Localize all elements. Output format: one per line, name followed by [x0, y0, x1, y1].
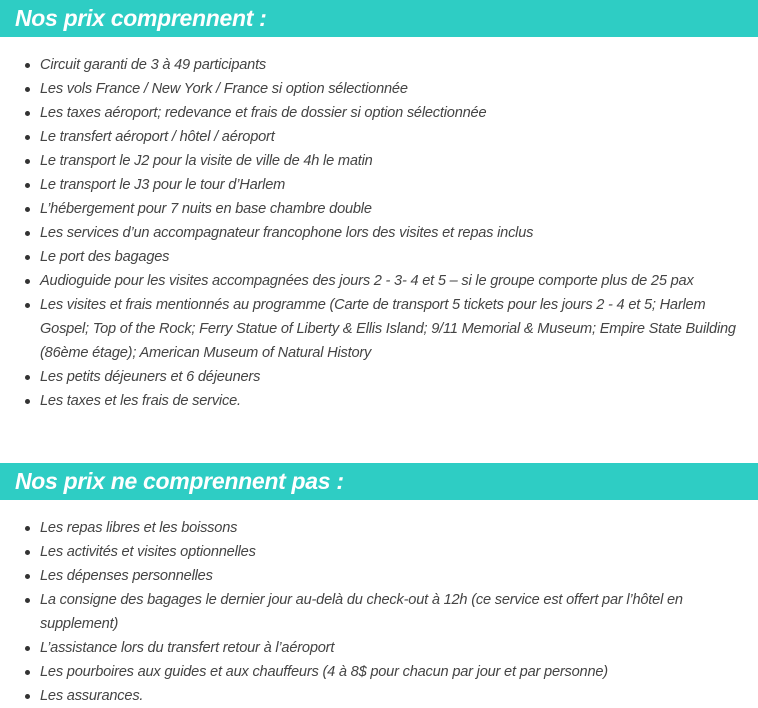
list-item: Le port des bagages — [0, 245, 758, 269]
list-item: Le transport le J2 pour la visite de ville de 4h le matin — [0, 149, 758, 173]
list-item: Les taxes et les frais de service. — [0, 389, 758, 413]
list-item: Les pourboires aux guides et aux chauffeurs (4 à 8$ pour chacun par jour et par personne) — [0, 660, 758, 684]
list-item: Les vols France / New York / France si option sélectionnée — [0, 77, 758, 101]
bullet-icon — [25, 63, 30, 68]
bullet-icon — [25, 255, 30, 260]
list-item: Le transfert aéroport / hôtel / aéroport — [0, 125, 758, 149]
list-item: Les taxes aéroport; redevance et frais de dossier si option sélectionnée — [0, 101, 758, 125]
list-item: Le transport le J3 pour le tour d’Harlem — [0, 173, 758, 197]
bullet-icon — [25, 550, 30, 555]
list-item: L’hébergement pour 7 nuits en base chambre double — [0, 197, 758, 221]
bullet-icon — [25, 399, 30, 404]
bullet-icon — [25, 279, 30, 284]
bullet-icon — [25, 670, 30, 675]
bullet-icon — [25, 646, 30, 651]
included-list — [0, 53, 758, 413]
included-section-header — [0, 0, 758, 37]
bullet-icon — [25, 231, 30, 236]
list-item: Audioguide pour les visites accompagnées des jours 2 - 3- 4 et 5 – si le groupe comporte plus de 25 pax — [0, 269, 758, 293]
bullet-icon — [25, 159, 30, 164]
included-section-title: Nos prix comprennent : — [15, 5, 267, 31]
list-item: Les petits déjeuners et 6 déjeuners — [0, 365, 758, 389]
bullet-icon — [25, 526, 30, 531]
excluded-section-title: Nos prix ne comprennent pas : — [15, 468, 344, 494]
bullet-icon — [25, 111, 30, 116]
list-item: Circuit garanti de 3 à 49 participants — [0, 53, 758, 77]
bullet-icon — [25, 87, 30, 92]
list-item: Les repas libres et les boissons — [0, 516, 758, 540]
list-item: Les visites et frais mentionnés au programme (Carte de transport 5 tickets pour les jours 2 - 4 et 5; Harlem Gospel; Top of the Rock; Ferry Statue of Liberty & Ellis Island; 9/11 Memorial & Museum; Empire State Building (86ème étage); American Museum of Natural History — [0, 293, 758, 365]
list-item: Les activités et visites optionnelles — [0, 540, 758, 564]
bullet-icon — [25, 574, 30, 579]
bullet-icon — [25, 598, 30, 603]
list-item: Les assurances. — [0, 684, 758, 708]
excluded-list — [0, 516, 758, 708]
list-item: Les dépenses personnelles — [0, 564, 758, 588]
bullet-icon — [25, 694, 30, 699]
bullet-icon — [25, 183, 30, 188]
list-item: L’assistance lors du transfert retour à l’aéroport — [0, 636, 758, 660]
bullet-icon — [25, 135, 30, 140]
list-item: Les services d’un accompagnateur francophone lors des visites et repas inclus — [0, 221, 758, 245]
bullet-icon — [25, 207, 30, 212]
list-item: La consigne des bagages le dernier jour au-delà du check-out à 12h (ce service est offert par l’hôtel en supplement) — [0, 588, 758, 636]
bullet-icon — [25, 303, 30, 308]
excluded-section-header — [0, 463, 758, 500]
bullet-icon — [25, 375, 30, 380]
